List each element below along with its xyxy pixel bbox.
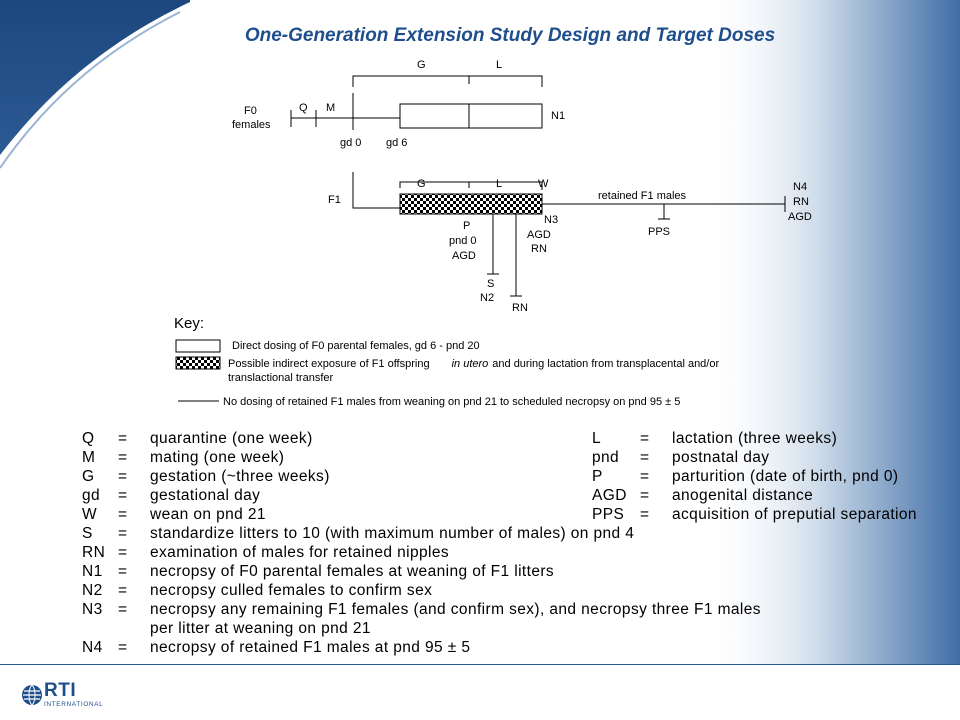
footer-divider bbox=[0, 664, 960, 665]
label-n1: N1 bbox=[551, 110, 566, 122]
abbr-desc: gestational day bbox=[150, 487, 261, 504]
label-standardize: S bbox=[487, 278, 495, 290]
label-pps: PPS bbox=[648, 226, 671, 238]
label-females: females bbox=[232, 119, 271, 131]
abbr-desc: quarantine (one week) bbox=[150, 430, 313, 447]
abbr-desc: gestation (~three weeks) bbox=[150, 468, 330, 485]
label-n3: N3 bbox=[544, 214, 559, 226]
abbr-desc: anogenital distance bbox=[672, 487, 814, 504]
label-gd6: gd 6 bbox=[386, 137, 408, 149]
abbr-eq: = bbox=[118, 582, 128, 599]
abbr-eq: = bbox=[640, 468, 650, 485]
abbr-abbr: N1 bbox=[82, 563, 103, 580]
abbr-desc: necropsy culled females to confirm sex bbox=[150, 582, 433, 599]
abbr-eq: = bbox=[118, 506, 128, 523]
key-swatch-direct bbox=[176, 340, 220, 352]
abbr-desc: acquisition of preputial separation bbox=[672, 506, 917, 523]
abbr-eq: = bbox=[118, 544, 128, 561]
abbr-abbr: RN bbox=[82, 544, 106, 561]
abbr-abbr: S bbox=[82, 525, 93, 542]
abbr-desc: necropsy any remaining F1 females (and confirm sex), and necropsy three F1 males bbox=[150, 601, 761, 618]
abbr-eq: = bbox=[118, 430, 128, 447]
abbr-abbr: gd bbox=[82, 487, 101, 504]
abbr-eq: = bbox=[118, 525, 128, 542]
label-f1: F1 bbox=[328, 194, 341, 206]
abbr-abbr: L bbox=[592, 430, 602, 447]
key-swatch-indirect bbox=[176, 357, 220, 369]
label-lactation-f1: L bbox=[496, 178, 503, 190]
label-agd-n4: AGD bbox=[788, 211, 812, 223]
label-gestation-top: G bbox=[417, 59, 426, 71]
label-n4: N4 bbox=[793, 181, 808, 193]
abbr-eq: = bbox=[640, 487, 650, 504]
label-agd-n3: AGD bbox=[527, 229, 551, 241]
label-gd0: gd 0 bbox=[340, 137, 362, 149]
label-parturition: P bbox=[463, 220, 471, 232]
label-rn-n4: RN bbox=[793, 196, 809, 208]
abbr-desc: mating (one week) bbox=[150, 449, 285, 466]
label-pnd0: pnd 0 bbox=[449, 235, 477, 247]
abbr-abbr: W bbox=[82, 506, 98, 523]
label-gestation-f1: G bbox=[417, 178, 426, 190]
label-agd-p: AGD bbox=[452, 250, 476, 262]
abbr-abbr: N4 bbox=[82, 639, 103, 656]
abbr-eq: = bbox=[118, 487, 128, 504]
logo-subtext: INTERNATIONAL bbox=[44, 701, 104, 708]
key-item-indirect-cont: translactional transfer bbox=[228, 372, 334, 384]
abbr-desc: parturition (date of birth, pnd 0) bbox=[672, 468, 899, 485]
abbr-abbr: G bbox=[82, 468, 95, 485]
abbr-abbr: Q bbox=[82, 430, 95, 447]
label-lactation-top: L bbox=[496, 59, 503, 71]
label-wean: W bbox=[538, 178, 549, 190]
abbr-eq: = bbox=[118, 639, 128, 656]
abbr-desc: lactation (three weeks) bbox=[672, 430, 838, 447]
top-bracket bbox=[353, 76, 542, 87]
key-item-indirect: Possible indirect exposure of F1 offspring in utero and during lactation from transplacental and/or bbox=[228, 358, 720, 370]
label-retained-males: retained F1 males bbox=[598, 190, 687, 202]
abbr-desc: necropsy of retained F1 males at pnd 95 ± 5 bbox=[150, 639, 471, 656]
label-rn-n3: RN bbox=[531, 243, 547, 255]
abbr-abbr: P bbox=[592, 468, 603, 485]
abbr-eq: = bbox=[640, 430, 650, 447]
abbr-eq: = bbox=[118, 601, 128, 618]
abbr-desc: necropsy of F0 parental females at weaning of F1 litters bbox=[150, 563, 555, 580]
abbr-abbr: N3 bbox=[82, 601, 103, 618]
label-n2: N2 bbox=[480, 292, 495, 304]
abbr-eq: = bbox=[640, 506, 650, 523]
abbr-eq: = bbox=[118, 468, 128, 485]
abbr-eq: = bbox=[118, 563, 128, 580]
key-item-no-dosing: No dosing of retained F1 males from weaning on pnd 21 to scheduled necropsy on pnd 95 ± 5 bbox=[223, 396, 681, 408]
abbr-abbr: PPS bbox=[592, 506, 625, 523]
label-rn-bottom: RN bbox=[512, 302, 528, 314]
label-mating: M bbox=[326, 102, 336, 114]
abbr-abbr: N2 bbox=[82, 582, 103, 599]
abbr-desc: examination of males for retained nipples bbox=[150, 544, 450, 561]
abbr-abbr: pnd bbox=[592, 449, 620, 466]
label-quarantine: Q bbox=[299, 102, 308, 114]
f1-timeline bbox=[353, 172, 785, 296]
abbr-abbr: M bbox=[82, 449, 96, 466]
abbr-desc: postnatal day bbox=[672, 449, 770, 466]
abbr-eq: = bbox=[640, 449, 650, 466]
abbr-desc: per litter at weaning on pnd 21 bbox=[150, 620, 371, 637]
abbr-eq: = bbox=[118, 449, 128, 466]
logo-wordmark: RTI bbox=[44, 680, 77, 701]
key-item-direct: Direct dosing of F0 parental females, gd 6 - pnd 20 bbox=[232, 340, 480, 352]
page-title: One-Generation Extension Study Design and Target Doses bbox=[244, 25, 776, 46]
label-f0: F0 bbox=[244, 105, 257, 117]
abbr-abbr: AGD bbox=[592, 487, 627, 504]
abbr-desc: standardize litters to 10 (with maximum number of males) on pnd 4 bbox=[150, 525, 635, 542]
abbr-desc: wean on pnd 21 bbox=[150, 506, 266, 523]
key-heading: Key: bbox=[174, 315, 205, 332]
